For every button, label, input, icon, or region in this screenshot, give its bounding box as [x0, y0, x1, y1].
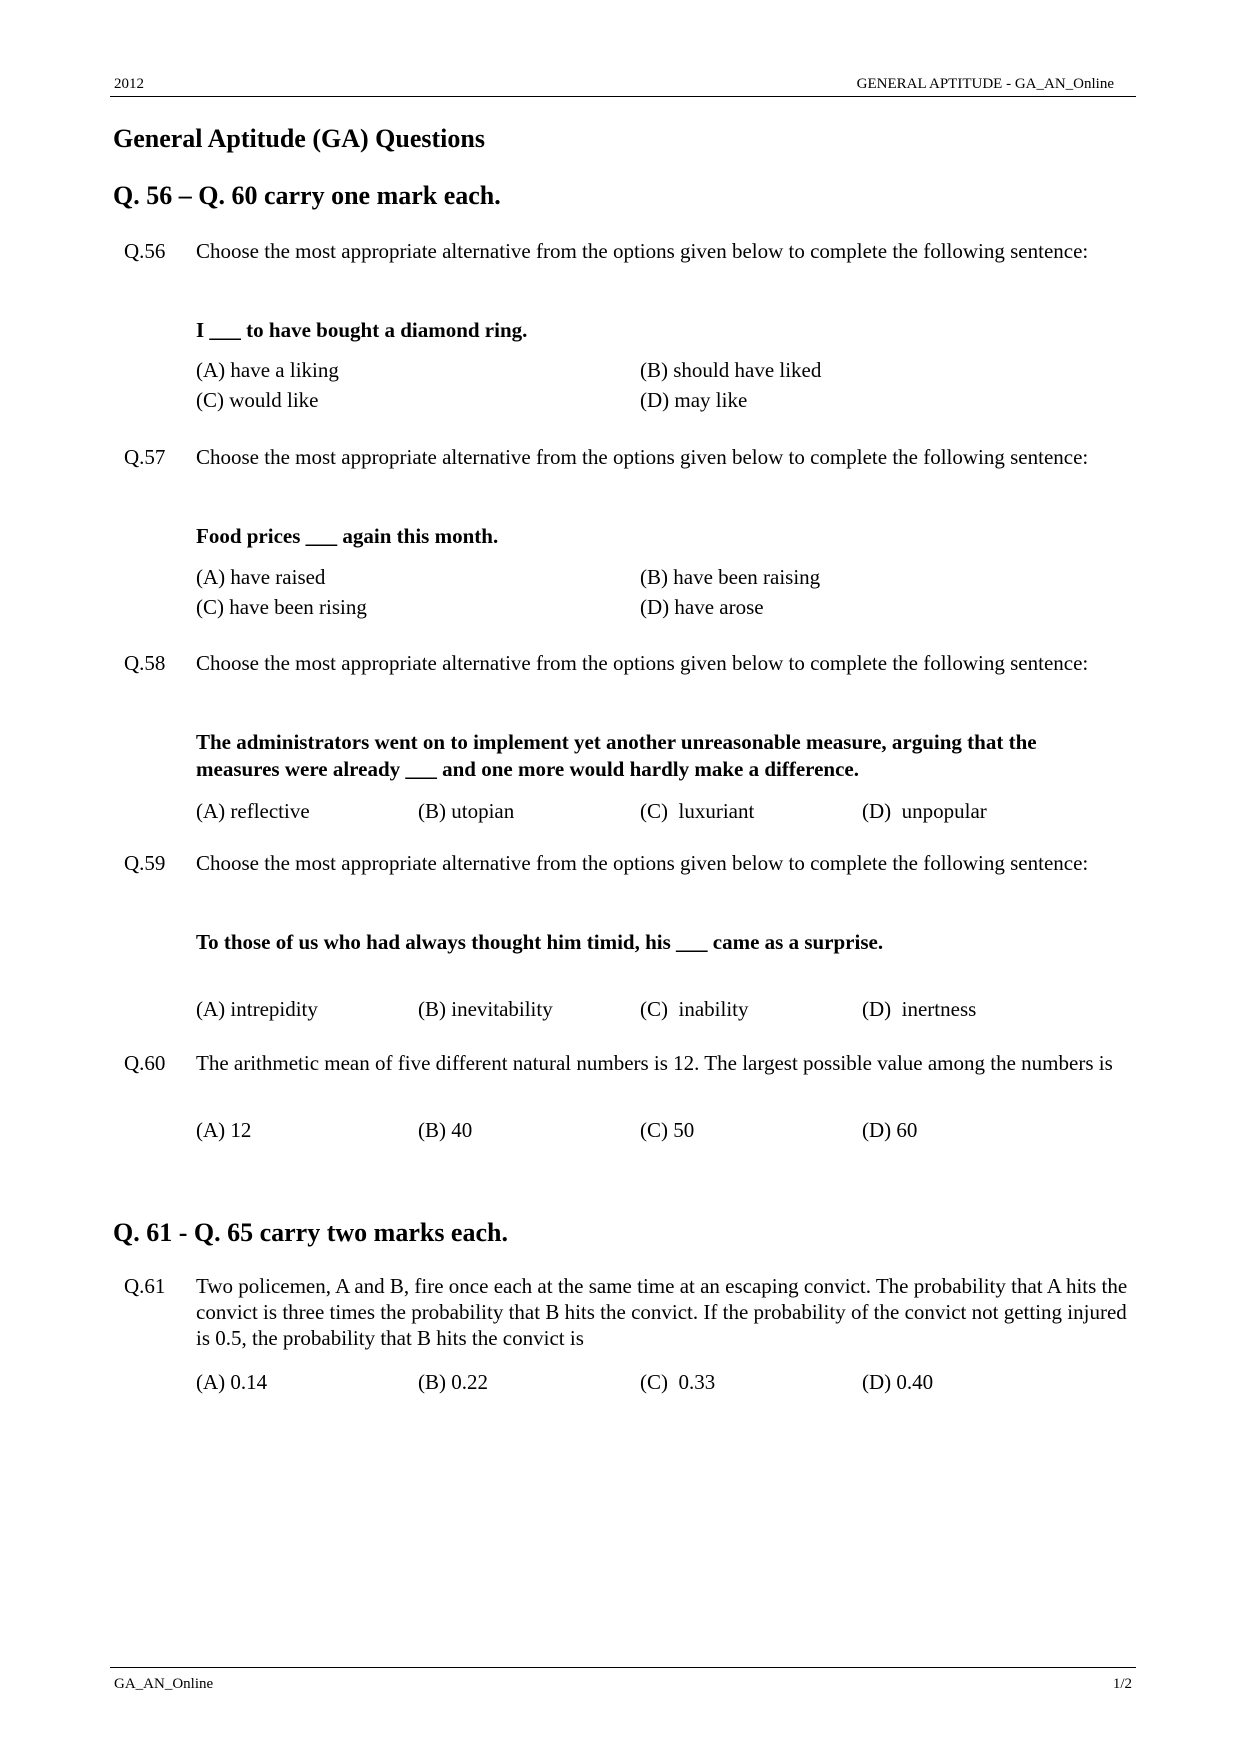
- option-c[interactable]: (C) 50: [640, 1118, 695, 1142]
- page-header: [110, 72, 1136, 97]
- question-text: Choose the most appropriate alternative from the options given below to complete the following sentence:: [196, 239, 1089, 263]
- question-text: Two policemen, A and B, fire once each at the same time at an escaping convict. The probability that A hits the convict is three times the probability that B hits the convict. If the probability of the convict not getting injured is 0.5, the probability that B hits the convict is: [196, 1274, 1128, 1350]
- question-statement: I ___ to have bought a diamond ring.: [196, 318, 528, 342]
- page-footer: [110, 1667, 1136, 1692]
- option-c[interactable]: (C) luxuriant: [640, 799, 755, 823]
- option-c[interactable]: (C) inability: [640, 997, 749, 1021]
- option-b[interactable]: (B) utopian: [418, 799, 515, 823]
- option-b[interactable]: (B) have been raising: [640, 565, 821, 589]
- question-number: Q.56: [124, 239, 166, 263]
- option-d[interactable]: (D) unpopular: [862, 799, 987, 823]
- question-number: Q.61: [124, 1274, 166, 1298]
- option-a[interactable]: (A) 0.14: [196, 1370, 268, 1394]
- question-number: Q.59: [124, 851, 166, 875]
- header-year: 2012: [114, 76, 144, 92]
- option-b[interactable]: (B) 40: [418, 1118, 473, 1142]
- option-d[interactable]: (D) 0.40: [862, 1370, 934, 1394]
- option-d[interactable]: (D) 60: [862, 1118, 918, 1142]
- page-number: 1/2: [1112, 1676, 1132, 1692]
- option-b[interactable]: (B) inevitability: [418, 997, 553, 1021]
- option-a[interactable]: (A) have raised: [196, 565, 326, 589]
- option-a[interactable]: (A) have a liking: [196, 358, 339, 382]
- question-number: Q.57: [124, 445, 166, 469]
- footer-paper-code: GA_AN_Online: [114, 1676, 214, 1692]
- question-text: Choose the most appropriate alternative from the options given below to complete the following sentence:: [196, 651, 1089, 675]
- option-b[interactable]: (B) should have liked: [640, 358, 822, 382]
- option-d[interactable]: (D) may like: [640, 388, 748, 412]
- option-d[interactable]: (D) inertness: [862, 997, 977, 1021]
- question-text: Choose the most appropriate alternative from the options given below to complete the following sentence:: [196, 445, 1089, 469]
- option-a[interactable]: (A) 12: [196, 1118, 252, 1142]
- question-statement: The administrators went on to implement yet another unreasonable measure, arguing that the measures were already ___ and one more would hardly make a difference.: [196, 730, 1037, 781]
- question-text: The arithmetic mean of five different natural numbers is 12. The largest possible value among the numbers is: [196, 1051, 1113, 1075]
- question-number: Q.58: [124, 651, 166, 675]
- option-c[interactable]: (C) 0.33: [640, 1370, 716, 1394]
- option-a[interactable]: (A) reflective: [196, 799, 310, 823]
- option-b[interactable]: (B) 0.22: [418, 1370, 488, 1394]
- question-statement: To those of us who had always thought him timid, his ___ came as a surprise.: [196, 930, 884, 954]
- question-text: Choose the most appropriate alternative from the options given below to complete the following sentence:: [196, 851, 1089, 875]
- page-title: General Aptitude (GA) Questions: [113, 124, 485, 153]
- option-d[interactable]: (D) have arose: [640, 595, 764, 619]
- question-number: Q.60: [124, 1051, 166, 1075]
- section-heading-two-marks: Q. 61 - Q. 65 carry two marks each.: [113, 1218, 508, 1247]
- header-paper-title: GENERAL APTITUDE - GA_AN_Online: [856, 76, 1114, 92]
- section-heading-one-mark: Q. 56 – Q. 60 carry one mark each.: [113, 181, 501, 210]
- option-c[interactable]: (C) have been rising: [196, 595, 367, 619]
- option-a[interactable]: (A) intrepidity: [196, 997, 318, 1021]
- option-c[interactable]: (C) would like: [196, 388, 319, 412]
- question-statement: Food prices ___ again this month.: [196, 524, 499, 548]
